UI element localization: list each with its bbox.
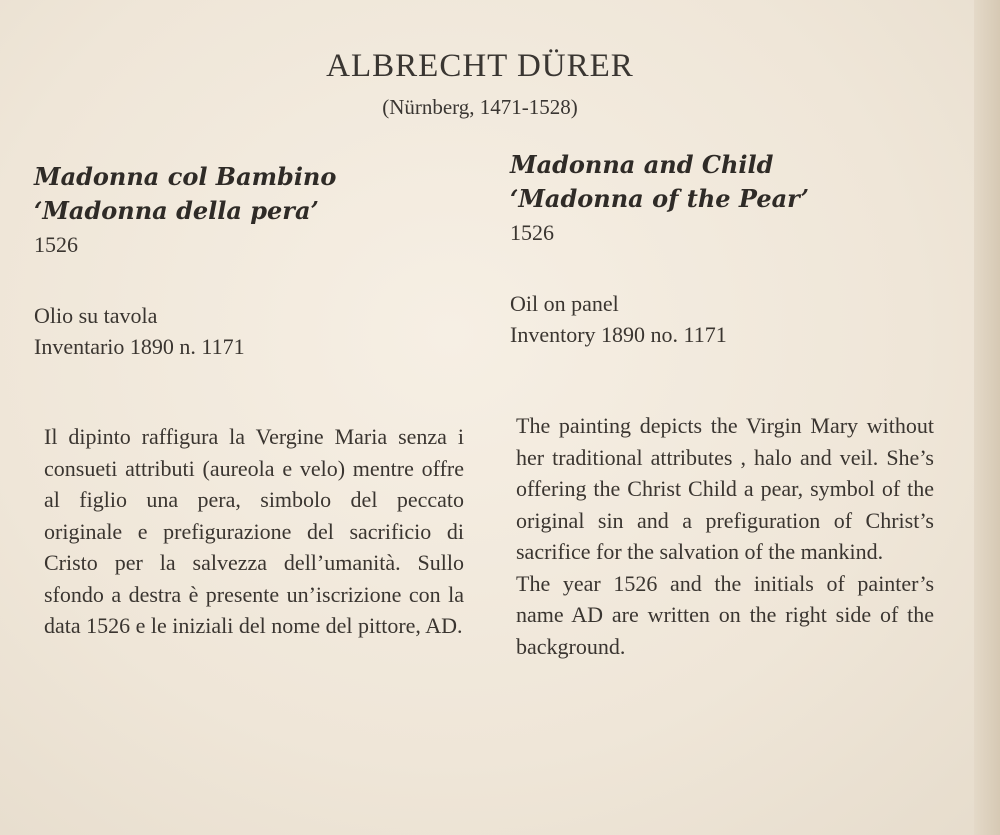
card-edge-shadow [974,0,1000,835]
italian-description [44,421,464,642]
label-header [0,48,960,120]
english-description-p1: The painting depicts the Virgin Mary without her traditional attributes , halo and veil. She’s offering the Christ Child a pear, symbol of the original sin and a prefiguration of Christ’s sacrifice for the salvation of the mankind. [516,413,934,564]
italian-description-text: Il dipinto raffigura la Vergine Maria senza i consueti attributi (aureola e velo) mentre offre al figlio una pera, simbolo del peccato originale e prefigurazione del sacrificio di Cristo per la salvezza dell’umanità. Sullo sfondo a destra è presente un’iscrizione con la data 1526 e le iniziali del nome del pittore, AD. [44,424,464,638]
artist-dates: (Nürnberg, 1471-1528) [382,95,578,119]
artist-name: ALBRECHT DÜRER [326,48,634,84]
english-medium: Oil on panel [510,291,619,316]
italian-title-line1: Madonna col Bambino [34,162,337,191]
english-inventory: Inventory 1890 no. 1171 [510,322,727,347]
english-title-line1: Madonna and Child [510,150,774,179]
italian-medium: Olio su tavola [34,303,158,328]
italian-medium-block [34,300,474,362]
italian-year: 1526 [34,232,78,257]
italian-inventory: Inventario 1890 n. 1171 [34,334,245,359]
english-year: 1526 [510,220,554,245]
english-title-line2: ‘Madonna of the Pear’ [510,184,810,213]
italian-column [34,160,474,362]
english-medium-block [510,288,940,350]
italian-title-line2: ‘Madonna della pera’ [34,196,319,225]
english-column [510,148,940,350]
english-description-p2: The year 1526 and the initials of painter’s name AD are written on the right side of the background. [516,570,934,659]
english-description [516,410,934,662]
